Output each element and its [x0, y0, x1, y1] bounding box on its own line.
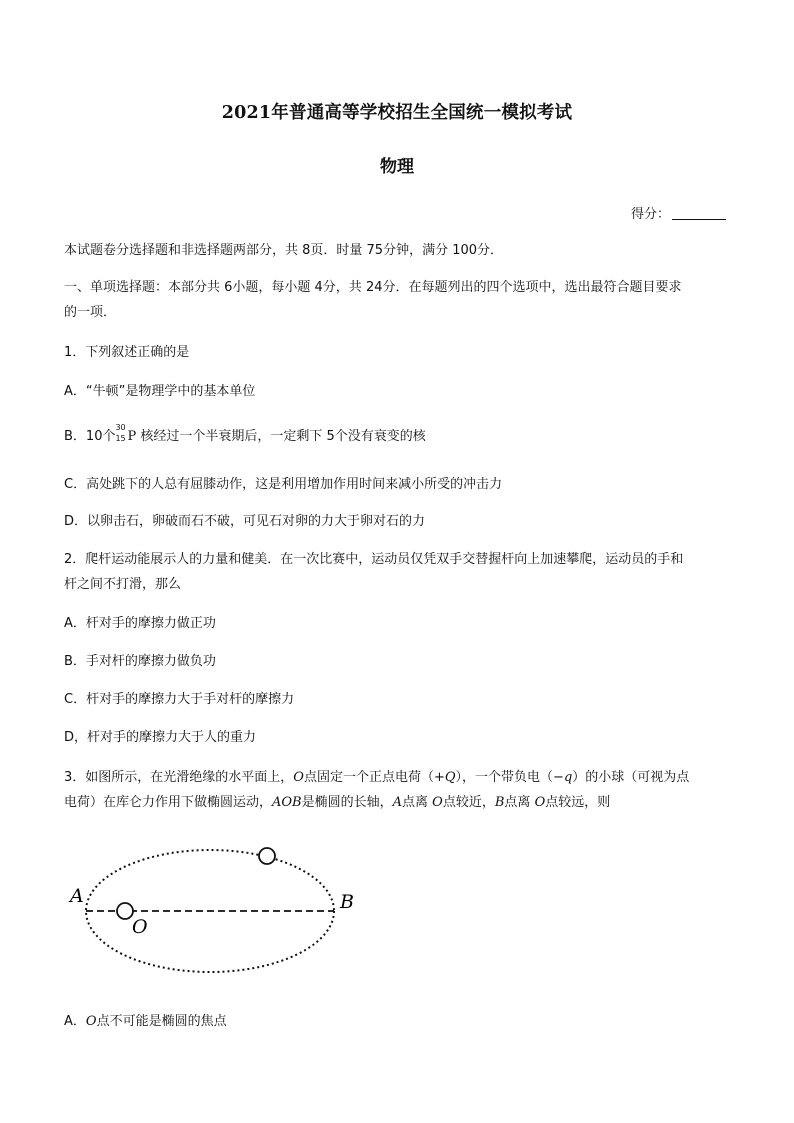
- label-a: A: [70, 885, 84, 907]
- q3-var-o: O: [293, 770, 304, 785]
- subject-title: 物理: [380, 157, 414, 177]
- q3-var-a: A: [392, 795, 403, 810]
- q2-option-b: B．手对杆的摩擦力做负功: [64, 654, 216, 669]
- q3-text: ）的小球（可视为点: [572, 770, 690, 785]
- isotope-mass: 30: [115, 423, 126, 432]
- q3-text: 点较近，: [442, 795, 495, 810]
- section1-line2: 的一项．: [64, 305, 117, 320]
- q1-option-b: [64, 425, 426, 444]
- q3-var-aob: AOB: [272, 795, 302, 810]
- q1-option-c: C．高处跳下的人总有屈膝动作，这是利用增加作用时间来减小所受的冲击力: [64, 477, 503, 492]
- q3-option-a: [64, 1010, 227, 1029]
- ellipse-orbit-figure: [60, 840, 380, 980]
- q2-stem-line2: 杆之间不打滑，那么: [64, 577, 182, 592]
- q3-text: 点离: [402, 795, 433, 810]
- q3-var-b: B: [494, 795, 505, 810]
- q1-b-prefix: B．10个: [64, 429, 116, 444]
- q3-var-q: q: [563, 770, 573, 785]
- q3-var-o: O: [85, 1014, 97, 1029]
- q3-var-q-upper: Q: [444, 770, 456, 785]
- section1-line1: 一、单项选择题：本部分共 6小题，每小题 4分，共 24分．在每题列出的四个选项中，选出最符合题目要求: [64, 280, 682, 295]
- q3-text: 点较远，则: [545, 795, 611, 810]
- q3-a-prefix: A．: [64, 1014, 86, 1029]
- score-label: 得分：: [631, 207, 671, 222]
- exam-title: 2021年普通高等学校招生全国统一模拟考试: [221, 103, 573, 123]
- q3-text: 点离: [504, 795, 535, 810]
- q3-var-o: O: [432, 795, 443, 810]
- q3-text: 点固定一个正点电荷（+: [303, 770, 445, 785]
- q3-text: ），一个带负电（−: [455, 770, 564, 785]
- label-o: O: [132, 916, 148, 938]
- q1-option-d: D．以卵击石，卵破而石不破，可见石对卵的力大于卵对石的力: [64, 514, 426, 529]
- moving-ball: [259, 848, 275, 864]
- score-blank[interactable]: [672, 207, 726, 220]
- q2-option-d: D，杆对手的摩擦力大于人的重力: [64, 730, 257, 745]
- q2-option-c: C．杆对手的摩擦力大于手对杆的摩擦力: [64, 692, 295, 707]
- isotope-notation: [115, 423, 127, 443]
- q3-text: 电荷）在库仑力作用下做椭圆运动，: [64, 795, 273, 810]
- isotope-symbol: P: [127, 429, 137, 444]
- isotope-atomic: 15: [115, 434, 126, 443]
- score-field: [631, 203, 726, 222]
- q3-text: 3．如图所示，在光滑绝缘的水平面上，: [64, 770, 294, 785]
- intro-text: 本试题卷分选择题和非选择题两部分，共 8页．时量 75分钟，满分 100分．: [64, 243, 504, 258]
- q2-option-a: A．杆对手的摩擦力做正功: [64, 616, 216, 631]
- q1-stem: 1．下列叙述正确的是: [64, 345, 190, 360]
- q1-option-a: A．“牛顿”是物理学中的基本单位: [64, 384, 256, 399]
- q1-b-suffix: 核经过一个半衰期后，一定剩下 5个没有衰变的核: [136, 429, 426, 444]
- q3-text: 是椭圆的长轴，: [301, 795, 393, 810]
- q3-a-text: 点不可能是椭圆的焦点: [96, 1014, 227, 1029]
- q3-stem-line1: [64, 766, 689, 785]
- q3-var-o: O: [534, 795, 546, 810]
- label-b: B: [340, 891, 354, 913]
- q2-stem-line1: 2．爬杆运动能展示人的力量和健美．在一次比赛中，运动员仅凭双手交替握杆向上加速攀爬，运动员的手和: [64, 552, 684, 567]
- q3-stem-line2: [64, 791, 610, 810]
- fixed-charge: [117, 903, 133, 919]
